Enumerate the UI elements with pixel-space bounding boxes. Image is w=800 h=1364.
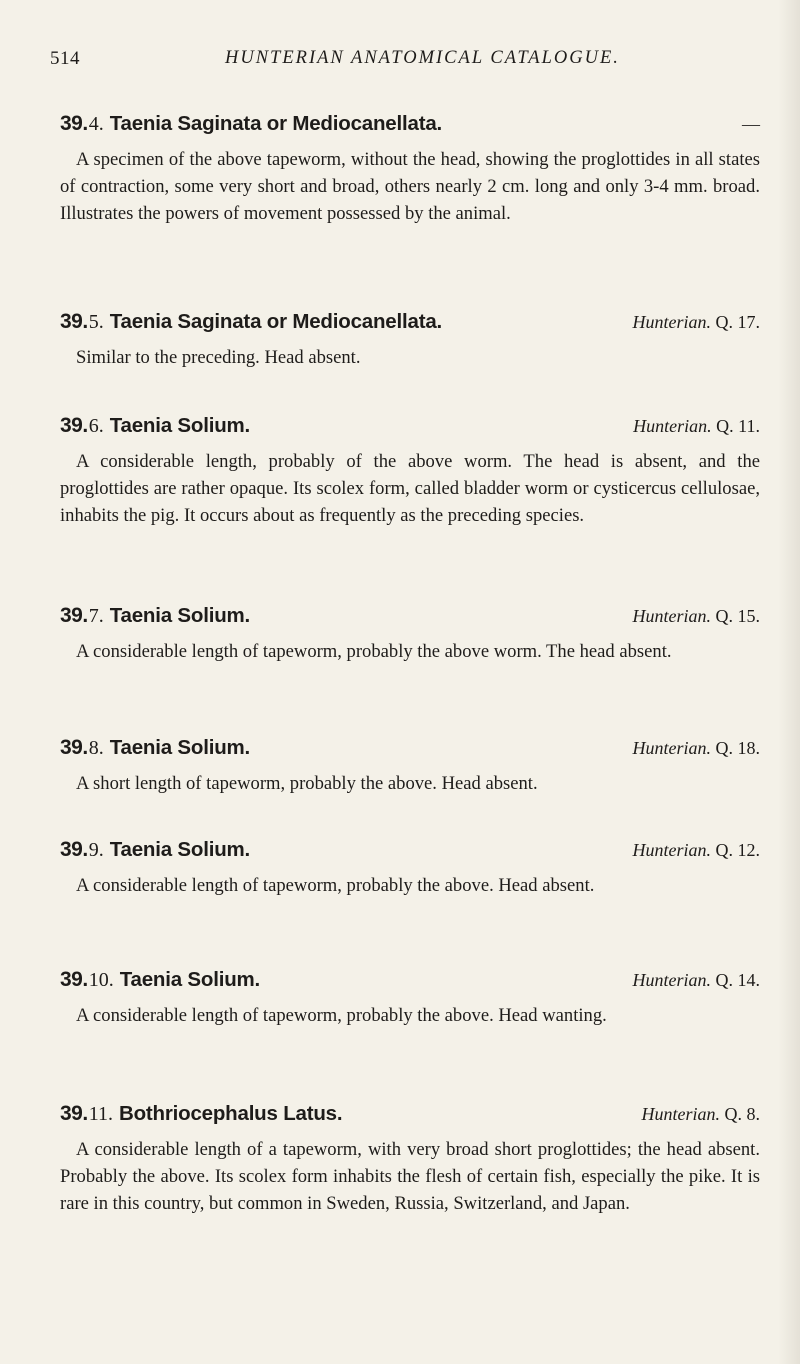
- collection-name: Hunterian.: [632, 840, 711, 860]
- entry-title: Taenia Saginata or Mediocanellata.: [109, 112, 443, 135]
- entry-subnumber: 7.: [88, 605, 104, 627]
- entry-heading: [60, 604, 760, 638]
- entry-title: Taenia Solium.: [119, 968, 261, 991]
- entry-title: Taenia Saginata or Mediocanellata.: [109, 310, 443, 333]
- entry-subnumber: 5.: [88, 311, 104, 333]
- entry-title: Bothriocephalus Latus.: [118, 1102, 343, 1125]
- page-edge-shadow: [778, 0, 800, 1364]
- entry-reference: [742, 114, 760, 135]
- collection-name: Hunterian.: [632, 606, 711, 626]
- entry-subnumber: 6.: [88, 415, 104, 437]
- entry-subnumber: 9.: [88, 839, 104, 861]
- entry-reference: [633, 606, 761, 627]
- entry-description: A considerable length of a tapeworm, with very broad short proglottides; the head absent. Probably the above. Its scolex form inhabits the flesh of certain fish, especially the pike. It is rare in this country, but common in Sweden, Russia, Switzerland, and Japan.: [60, 1139, 760, 1214]
- entry-number: 39.: [60, 838, 88, 861]
- entry-heading: [60, 968, 760, 1002]
- entry-subnumber: 10.: [88, 969, 114, 991]
- entry-reference: [633, 416, 760, 437]
- entry-description: A considerable length of tapeworm, probably the above. Head absent.: [76, 875, 595, 896]
- entry-description: Similar to the preceding. Head absent.: [76, 347, 361, 368]
- entry-title: Taenia Solium.: [109, 838, 251, 861]
- catalogue-entry-39-7: [60, 604, 760, 665]
- catalogue-number: Q. 14.: [715, 970, 760, 990]
- entry-reference: [633, 738, 761, 759]
- entry-description: A considerable length of tapeworm, probably the above worm. The head absent.: [76, 641, 672, 662]
- entry-heading: [60, 838, 760, 872]
- page-number: 514: [50, 48, 80, 69]
- entry-reference: [633, 312, 761, 333]
- entry-heading: [60, 1102, 760, 1136]
- entry-heading: [60, 736, 760, 770]
- entry-number: 39.: [60, 112, 88, 135]
- collection-name: Hunterian.: [641, 1104, 720, 1124]
- collection-name: Hunterian.: [632, 312, 711, 332]
- entry-subnumber: 4.: [88, 113, 104, 135]
- entry-title: Taenia Solium.: [109, 414, 251, 437]
- entry-number: 39.: [60, 604, 88, 627]
- entry-number: 39.: [60, 414, 88, 437]
- collection-name: Hunterian.: [632, 738, 711, 758]
- entry-heading: [60, 310, 760, 344]
- entry-reference: [633, 970, 761, 991]
- entry-heading: [60, 414, 760, 448]
- entry-reference: [642, 1104, 761, 1125]
- catalogue-number: Q. 18.: [715, 738, 760, 758]
- entry-reference: [633, 840, 761, 861]
- collection-name: Hunterian.: [632, 970, 711, 990]
- entry-description: A considerable length, probably of the above worm. The head is absent, and the proglottides are rather opaque. Its scolex form, called bladder worm or cysticercus cellulosae, inhabits the pig. It occurs about as frequently as the preceding species.: [60, 451, 760, 526]
- catalogue-number: Q. 12.: [715, 840, 760, 860]
- catalogue-entry-39-6: [60, 414, 760, 529]
- entry-number: 39.: [60, 310, 88, 333]
- entry-number: 39.: [60, 736, 88, 759]
- catalogue-number: Q. 8.: [724, 1104, 760, 1124]
- catalogue-entry-39-8: [60, 736, 760, 797]
- catalogue-entry-39-9: [60, 838, 760, 899]
- entry-description: A specimen of the above tapeworm, without the head, showing the proglottides in all states of contraction, some very short and broad, others nearly 2 cm. long and only 3-4 mm. broad. Illustrates the powers of movement possessed by the animal.: [60, 149, 760, 224]
- entry-description: A short length of tapeworm, probably the above. Head absent.: [76, 773, 538, 794]
- entry-title: Taenia Solium.: [109, 604, 251, 627]
- catalogue-entry-39-10: [60, 968, 760, 1029]
- catalogue-number: Q. 17.: [715, 312, 760, 332]
- entry-heading: [60, 112, 760, 146]
- entry-subnumber: 8.: [88, 737, 104, 759]
- entry-subnumber: 11.: [88, 1103, 113, 1125]
- catalogue-number: —: [742, 114, 760, 134]
- page-header: [50, 48, 760, 78]
- collection-name: Hunterian.: [633, 416, 712, 436]
- entry-description: A considerable length of tapeworm, probably the above. Head wanting.: [76, 1005, 607, 1026]
- entry-number: 39.: [60, 1102, 88, 1125]
- catalogue-number: Q. 15.: [715, 606, 760, 626]
- catalogue-entry-39-5: [60, 310, 760, 371]
- entry-title: Taenia Solium.: [109, 736, 251, 759]
- catalogue-number: Q. 11.: [716, 416, 760, 436]
- running-title: HUNTERIAN ANATOMICAL CATALOGUE.: [225, 48, 620, 68]
- catalogue-entry-39-11: [60, 1102, 760, 1217]
- entry-number: 39.: [60, 968, 88, 991]
- catalogue-entry-39-4: [60, 112, 760, 227]
